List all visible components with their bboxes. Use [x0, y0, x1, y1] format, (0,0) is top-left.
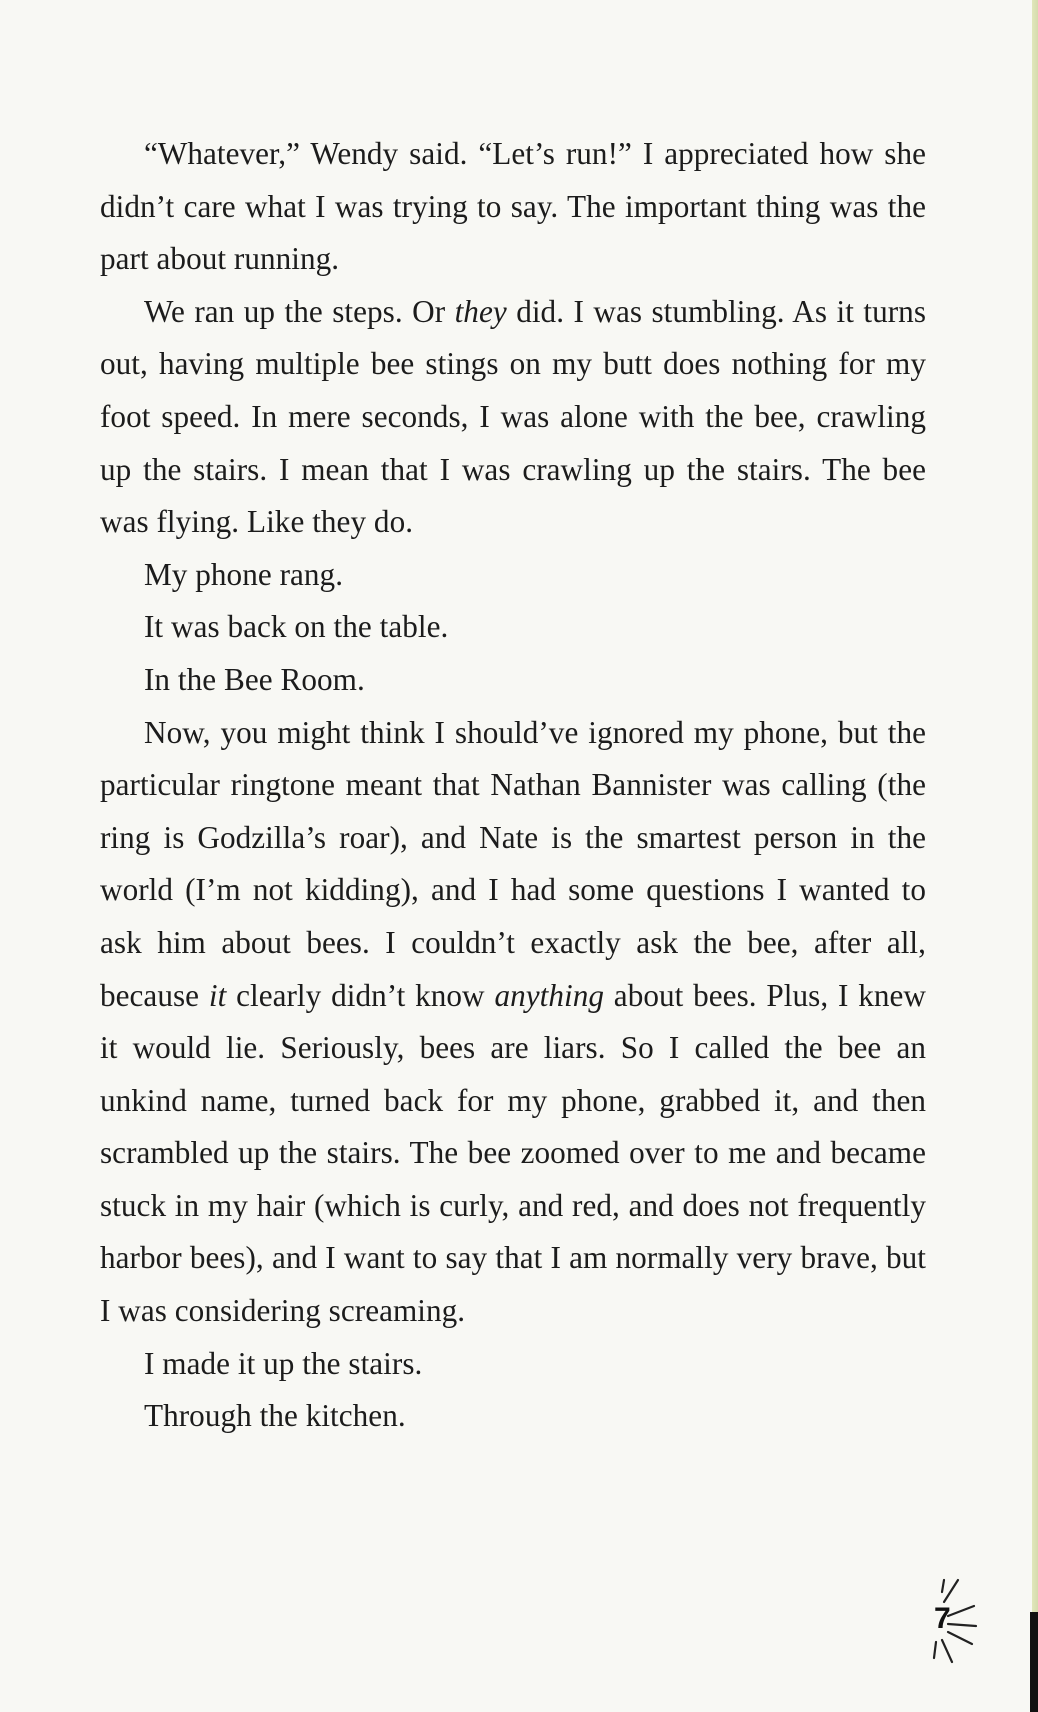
paragraph — [100, 654, 926, 707]
paragraph — [100, 286, 926, 549]
italic-text: it — [208, 977, 227, 1013]
text-run: It was back on the table. — [144, 609, 449, 645]
body-text — [100, 128, 926, 1443]
text-run: did. I was stumbling. As it turns out, having multiple bee stings on my butt does nothing for my foot speed. In mere seconds, I was alone with the bee, crawling up the stairs. I mean that I was crawling up the stairs. The bee was flying. Like they do. — [100, 293, 927, 540]
page-number: 7 — [934, 1602, 951, 1635]
page-edge-dark-mark — [1030, 1612, 1038, 1712]
text-run: I made it up the stairs. — [144, 1345, 423, 1381]
text-run: about bees. Plus, I knew it would lie. Seriously, bees are liars. So I called the bee an unkind name, turned back for my phone, grabbed it, and then scrambled up the stairs. The bee zoomed over to me and became stuck in my hair (which is curly, and red, and does not frequently harbor bees), and I want to say that I am normally very brave, but I was considering screaming. — [100, 977, 927, 1329]
text-run: “Whatever,” Wendy said. “Let’s run!” I appreciated how she didn’t care what I was trying to say. The important thing was the part about running. — [100, 136, 926, 277]
page-number-mark — [912, 1576, 982, 1676]
paragraph — [100, 1338, 926, 1391]
text-run: Through the kitchen. — [144, 1398, 406, 1434]
text-run: We ran up the steps. Or — [144, 293, 455, 329]
text-run: In the Bee Room. — [144, 661, 365, 697]
italic-text: anything — [494, 977, 604, 1013]
text-run: clearly didn’t know — [226, 977, 495, 1013]
paragraph — [100, 549, 926, 602]
paragraph — [100, 128, 926, 286]
italic-text: they — [454, 293, 507, 329]
text-run: Now, you might think I should’ve ignored my phone, but the particular ringtone meant that Nathan Bannister was calling (the ring is Godzilla’s roar), and Nate is the smartest person in the world (I’m not kidding), and I had some questions I wanted to ask him about bees. I couldn’t exactly ask the bee, after all, because — [100, 714, 926, 1013]
text-run: My phone rang. — [144, 556, 344, 592]
paragraph — [100, 1390, 926, 1443]
page-edge — [1032, 0, 1038, 1712]
paragraph — [100, 707, 926, 1338]
page-edge-accent — [1032, 0, 1038, 1712]
paragraph — [100, 601, 926, 654]
